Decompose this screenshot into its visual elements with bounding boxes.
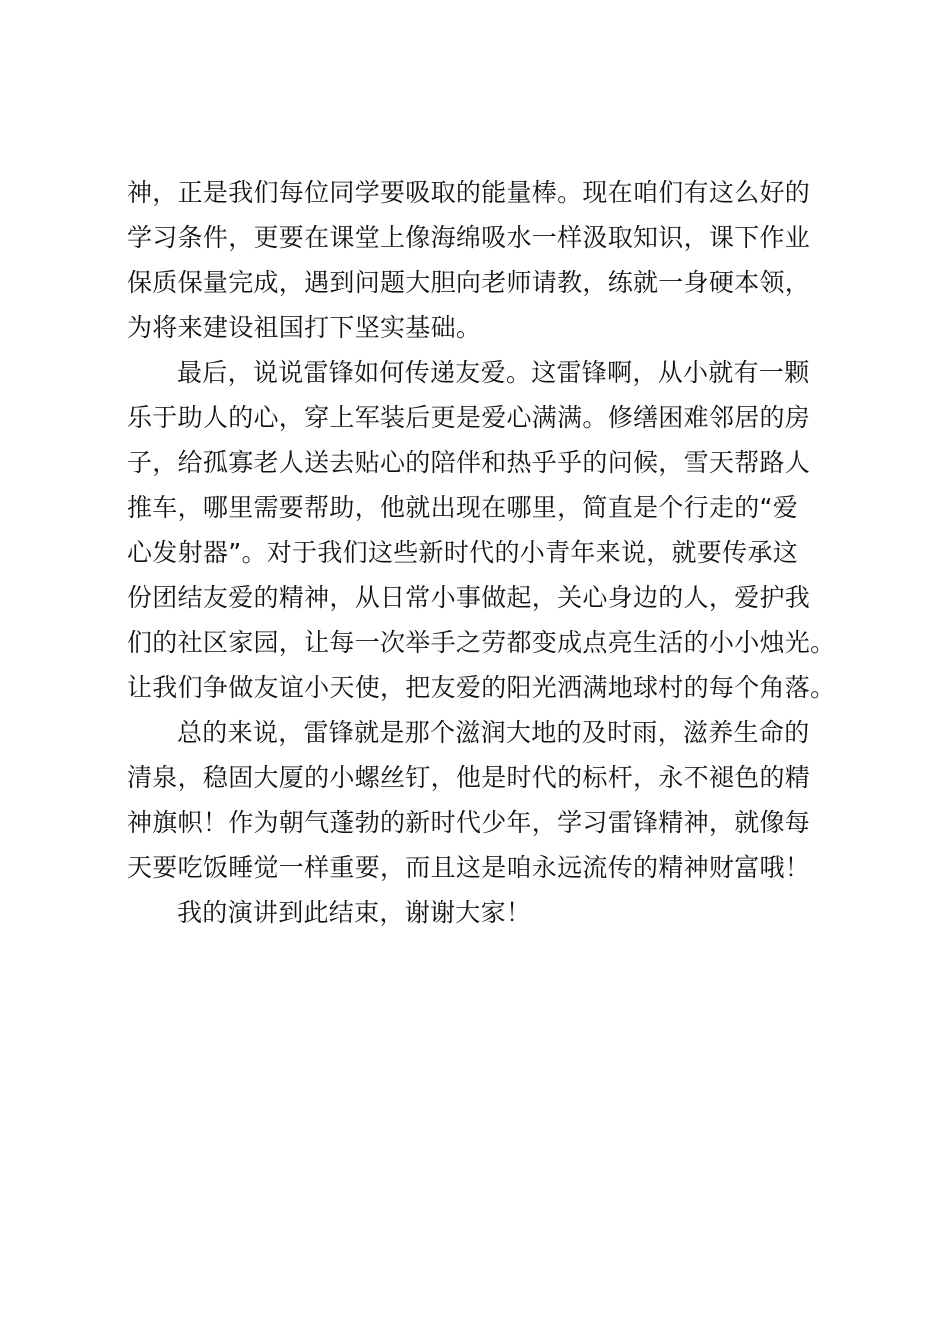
- speech-body: [127, 170, 887, 935]
- text-line: 学习条件，更要在课堂上像海绵吸水一样汲取知识，课下作业: [127, 223, 811, 252]
- paragraph-first-line: 总的来说，雷锋就是那个滋润大地的及时雨，滋养生命的: [177, 718, 810, 747]
- text-line: 保质保量完成，遇到问题大胆向老师请教，练就一身硬本领，: [127, 268, 811, 297]
- text-line: 为将来建设祖国打下坚实基础。: [127, 313, 482, 342]
- text-line: 神，正是我们每位同学要吸取的能量棒。现在咱们有这么好的: [127, 178, 811, 207]
- closing-line: 我的演讲到此结束，谢谢大家！: [177, 898, 532, 927]
- text-line: 乐于助人的心，穿上军装后更是爱心满满。修缮困难邻居的房: [127, 403, 811, 432]
- paragraph-first-line: 最后，说说雷锋如何传递友爱。这雷锋啊，从小就有一颗: [177, 358, 810, 387]
- text-line: 天要吃饭睡觉一样重要，而且这是咱永远流传的精神财富哦！: [127, 853, 811, 882]
- text-line: 心发射器”。对于我们这些新时代的小青年来说，就要传承这: [127, 538, 799, 567]
- text-line: 子，给孤寡老人送去贴心的陪伴和热乎乎的问候，雪天帮路人: [127, 448, 811, 477]
- text-line: 清泉，稳固大厦的小螺丝钉，他是时代的标杆，永不褪色的精: [127, 763, 811, 792]
- text-line: 推车，哪里需要帮助，他就出现在哪里，简直是个行走的“爱: [127, 493, 799, 522]
- text-line: 让我们争做友谊小天使，把友爱的阳光洒满地球村的每个角落。: [127, 673, 836, 702]
- text-line: 们的社区家园，让每一次举手之劳都变成点亮生活的小小烛光。: [127, 628, 836, 657]
- text-line: 份团结友爱的精神，从日常小事做起，关心身边的人，爱护我: [127, 583, 811, 612]
- text-line: 神旗帜！作为朝气蓬勃的新时代少年，学习雷锋精神，就像每: [127, 808, 811, 837]
